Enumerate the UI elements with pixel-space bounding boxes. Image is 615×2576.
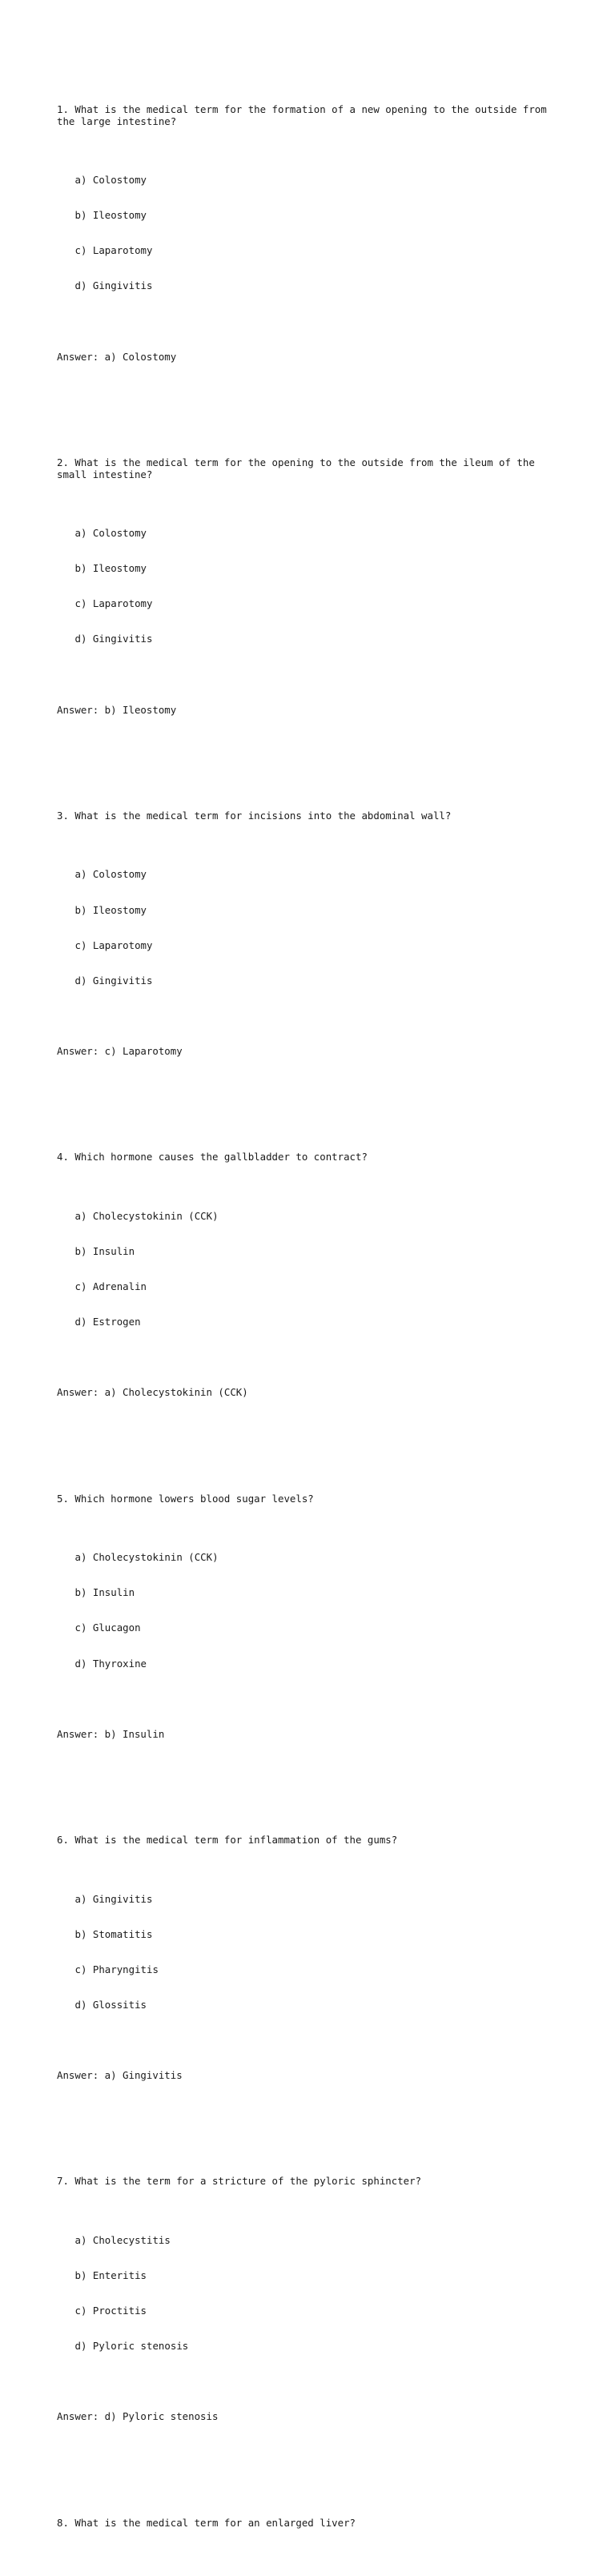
answer-text: Answer: c) Laparotomy [57, 1044, 183, 1057]
option-c: c) Laparotomy [74, 597, 153, 610]
question-block [57, 2152, 569, 2447]
question-text: 8. What is the medical term for an enlarged liver? [57, 2516, 356, 2529]
option-a: a) Cholecystokinin (CCK) [74, 1551, 219, 1564]
question-block [57, 433, 569, 739]
answer-text: Answer: b) Insulin [57, 1727, 165, 1740]
question-block [57, 2494, 569, 2553]
option-b: b) Ileostomy [74, 562, 147, 575]
answer-text: Answer: b) Ileostomy [57, 703, 177, 716]
quiz-document [57, 57, 569, 2576]
option-b: b) Insulin [74, 1244, 135, 1257]
question-text: 6. What is the medical term for inflammation of the gums? [57, 1834, 398, 1847]
option-d: d) Glossitis [74, 1998, 147, 2011]
option-b: b) Insulin [74, 1586, 135, 1599]
option-d: d) Thyroxine [74, 1657, 147, 1670]
options-list [57, 2211, 569, 2376]
options-list [57, 1529, 569, 1694]
option-a: a) Colostomy [74, 527, 147, 540]
option-c: c) Proctitis [74, 2305, 147, 2317]
question-block [57, 80, 569, 386]
question-block [57, 1128, 569, 1423]
option-d: d) Gingivitis [74, 974, 153, 987]
option-d: d) Estrogen [74, 1316, 141, 1328]
options-list [57, 504, 569, 669]
option-c: c) Glucagon [74, 1622, 141, 1634]
answer-text: Answer: a) Cholecystokinin (CCK) [57, 1386, 248, 1399]
question-block [57, 1811, 569, 2106]
question-text: 7. What is the term for a stricture of the pyloric sphincter? [57, 2175, 422, 2188]
options-list [57, 1187, 569, 1352]
question-block [57, 1469, 569, 1764]
question-text: 3. What is the medical term for incisions into the abdominal wall? [57, 809, 452, 822]
question-text: 4. Which hormone causes the gallbladder to contract? [57, 1151, 368, 1163]
options-list [57, 846, 569, 1011]
option-b: b) Ileostomy [74, 209, 147, 222]
option-c: c) Adrenalin [74, 1280, 147, 1293]
option-a: a) Gingivitis [74, 1892, 153, 1905]
answer-text: Answer: d) Pyloric stenosis [57, 2410, 219, 2423]
options-list [57, 151, 569, 316]
option-c: c) Laparotomy [74, 938, 153, 951]
option-a: a) Cholecystitis [74, 2233, 171, 2246]
option-b: b) Ileostomy [74, 903, 147, 916]
answer-text: Answer: a) Colostomy [57, 350, 177, 363]
option-d: d) Gingivitis [74, 633, 153, 645]
option-a: a) Cholecystokinin (CCK) [74, 1209, 219, 1222]
option-b: b) Enteritis [74, 2269, 147, 2281]
options-list [57, 1870, 569, 2035]
question-text: 5. Which hormone lowers blood sugar levels? [57, 1492, 314, 1505]
option-a: a) Colostomy [74, 868, 147, 881]
option-d: d) Gingivitis [74, 279, 153, 292]
question-block [57, 787, 569, 1082]
option-a: a) Colostomy [74, 174, 147, 187]
option-b: b) Stomatitis [74, 1927, 153, 1940]
question-text: 1. What is the medical term for the formation of a new opening to the outside from the large intestine? [57, 102, 553, 127]
option-c: c) Laparotomy [74, 244, 153, 257]
option-d: d) Pyloric stenosis [74, 2340, 189, 2353]
option-c: c) Pharyngitis [74, 1963, 159, 1975]
answer-text: Answer: a) Gingivitis [57, 2069, 183, 2082]
question-text: 2. What is the medical term for the opening to the outside from the ileum of the small intestine? [57, 456, 541, 480]
